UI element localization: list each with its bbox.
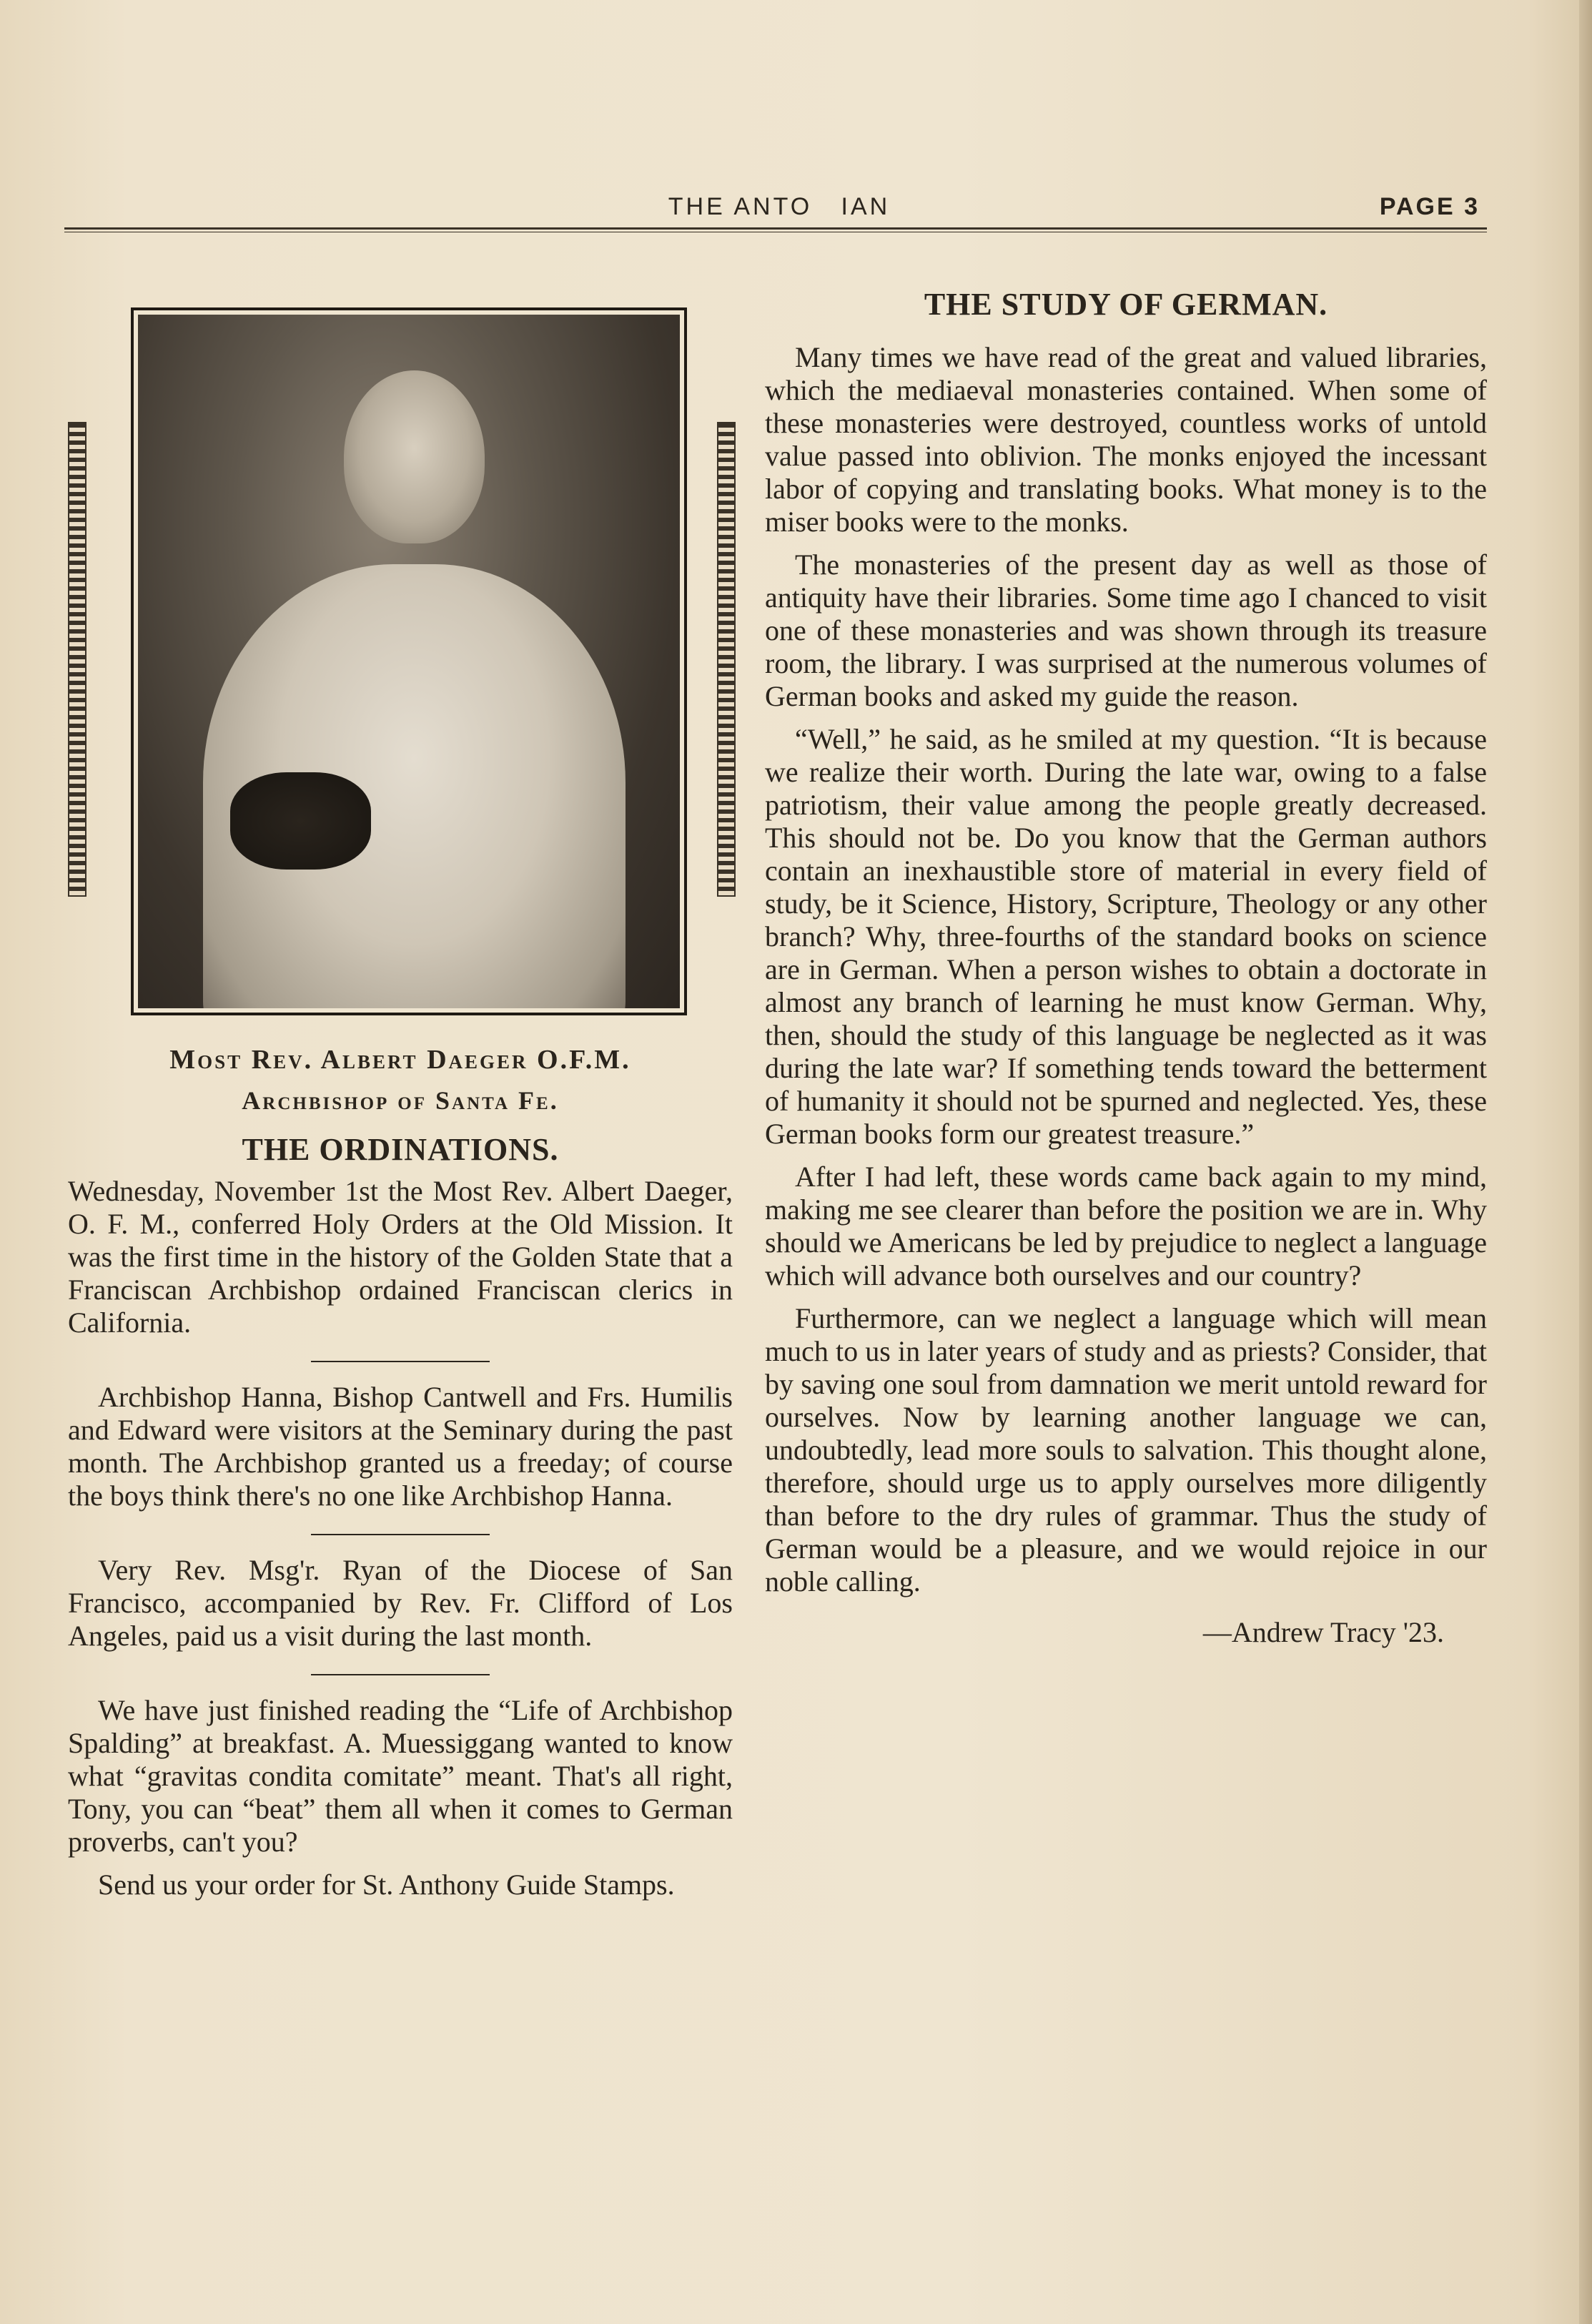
caption-line-1: Most Rev. Albert Daeger O.F.M.	[169, 1045, 631, 1075]
portrait-hat-shape	[230, 772, 371, 870]
portrait-frame	[131, 307, 687, 1015]
right-column	[765, 272, 1487, 1649]
caption-line-2: Archbishop of Santa Fe.	[242, 1086, 559, 1115]
page-number: PAGE 3	[1379, 193, 1480, 220]
author-signature: —Andrew Tracy '23.	[1202, 1616, 1444, 1648]
study-of-german-heading: THE STUDY OF GERMAN.	[924, 287, 1328, 322]
article-paragraph: Many times we have read of the great and valued libraries, which the mediaeval monasteries contained. When some of these monasteries were destroyed, countless works of untold value passed into oblivion. The monks enjoyed the incessant labor of copying and translating books. What money is to the miser books were to the monks.	[765, 341, 1487, 538]
publication-title: THE ANTO IAN	[668, 193, 891, 220]
portrait-block	[68, 307, 733, 1023]
news-paragraph: Send us your order for St. Anthony Guide Stamps.	[98, 1868, 675, 1901]
page-header	[64, 193, 1494, 229]
divider	[311, 1674, 490, 1675]
news-paragraph: We have just finished reading the “Life of Archbishop Spalding” at breakfast. A. Muessiggang wanted to know what “gravitas condita comitate” meant. That's all right, Tony, you can “beat” them all when it comes to German proverbs, can't you?	[68, 1694, 733, 1858]
news-paragraph: Archbishop Hanna, Bishop Cantwell and Frs. Humilis and Edward were visitors at the Seminary during the past month. The Archbishop granted us a freeday; of course the boys think there's no one like Archbishop Hanna.	[68, 1381, 733, 1512]
article-paragraph: Furthermore, can we neglect a language which will mean much to us in later years of study and as priests? Consider, that by saving one soul from damnation we merit untold reward for ourselves. Now by learning another language we can, undoubtedly, lead more souls to salvation. This thought alone, therefore, should urge us to apply ourselves more diligently than before to the dry rules of grammar. Thus the study of German would be a pleasure, and we would rejoice in our noble calling.	[765, 1302, 1487, 1597]
article-paragraph: After I had left, these words came back again to my mind, making me see clearer than before the position we are in. Why should we Americans be led by prejudice to neglect a language which will advance both ourselves and our country?	[765, 1161, 1487, 1291]
divider	[311, 1361, 490, 1362]
news-paragraph: Very Rev. Msg'r. Ryan of the Diocese of San Francisco, accompanied by Rev. Fr. Clifford of Los Angeles, paid us a visit during the last month.	[68, 1554, 733, 1652]
ordinations-paragraph: Wednesday, November 1st the Most Rev. Albert Daeger, O. F. M., conferred Holy Orders at the Old Mission. It was the first time in the history of the Golden State that a Franciscan Archbishop ordained Franciscan clerics in California.	[68, 1175, 733, 1339]
page-fold-shadow	[1579, 0, 1592, 2324]
ornamental-border-right	[717, 422, 736, 897]
article-paragraph: “Well,” he said, as he smiled at my question. “It is because we realize their worth. During the late war, owing to a false patriotism, their value among the people greatly decreased. This should not be. Do you know that the German authors contain an inexhaustible store of material in every field of study, be it Science, History, Scripture, Theology or any other branch? Why, three-fourths of the standard books on science are in German. When a person wishes to obtain a doctorate in almost any branch of learning he must know German. Why, then, should the study of this language be neglected as it was during the late war? If something tends toward the betterment of humanity it should not be spurned and neglected. Yes, these German books form our greatest treasure.”	[765, 723, 1487, 1150]
article-paragraph: The monasteries of the present day as well as those of antiquity have their libraries. Some time ago I chanced to visit one of these monasteries and was shown through its treasure room, the library. I was surprised at the numerous volumes of German books and asked my guide the reason.	[765, 548, 1487, 712]
archbishop-portrait-photo	[138, 315, 680, 1008]
divider	[311, 1534, 490, 1535]
ornamental-border-left	[68, 422, 86, 897]
portrait-head-shape	[344, 370, 485, 544]
portrait-caption	[68, 1044, 733, 1116]
ordinations-heading: THE ORDINATIONS.	[242, 1132, 559, 1167]
left-column	[68, 307, 733, 1901]
header-rule	[64, 227, 1487, 232]
